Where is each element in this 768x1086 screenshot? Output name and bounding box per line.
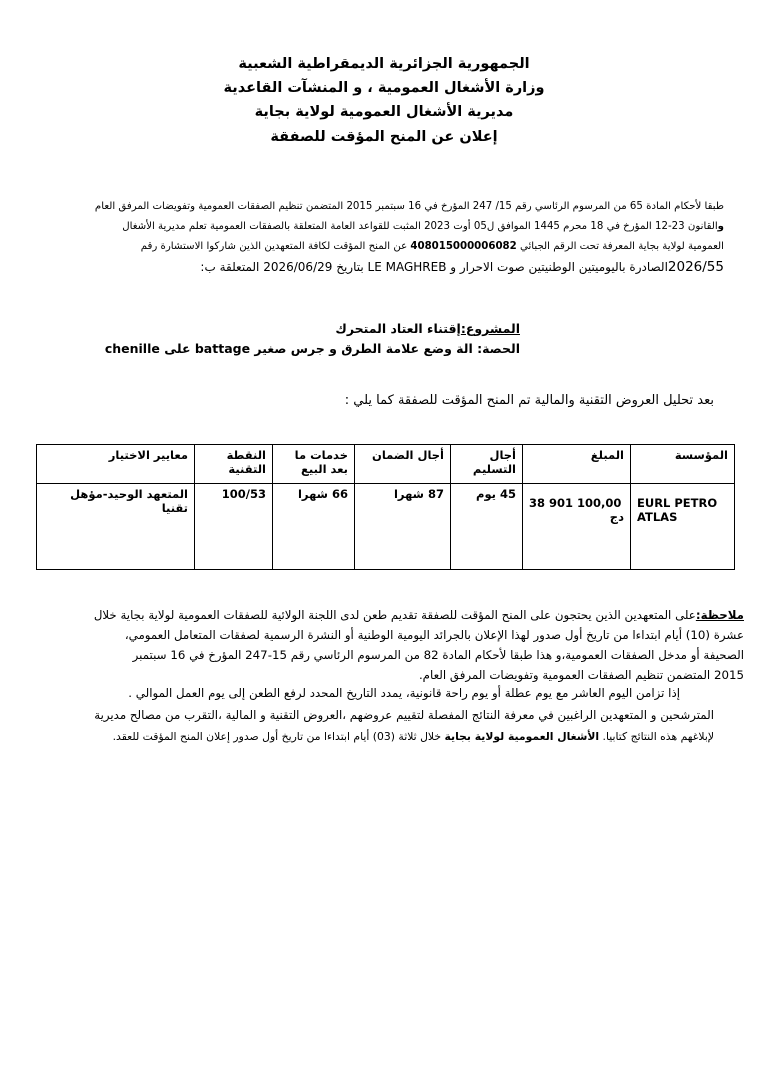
cell-delivery: 45 يوم (451, 484, 523, 570)
header-technical-score: النقطة التقنية (195, 445, 273, 484)
note-line-5: إذا تزامن اليوم العاشر مع يوم عطلة أو يوم راحة قانونية، يمدد التاريخ المحدد لرفع الطعن إلى يوم العمل الموالي . (128, 686, 680, 700)
note-line-6: المترشحين و المتعهدين الراغبين في معرفة النتائج المفصلة لتقييم عروضهم ،العروض التقنية و المالية ،التقرب من مصالح مديرية (94, 708, 714, 722)
intro-line-4 (200, 259, 724, 275)
lot-line (105, 341, 520, 356)
amount-unit: دج (609, 510, 624, 524)
intro-line-3 (141, 241, 724, 252)
intro-line-2 (122, 221, 724, 232)
note-line-2: عشرة (10) أيام ابتداءا من تاريخ أول صدور لهذا الإعلان بالجرائد اليومية الوطنية أو النشرة الرسمية لصفقات المتعامل العمومي، (124, 628, 744, 642)
intro-line-3-after: عن المنح المؤقت لكافة المتعهدين الذين شاركوا الاستشارة رقم (140, 241, 411, 252)
lot-value: الة وضع علامة الطرق و جرس صغير battage على chenille (104, 341, 473, 356)
header-criteria: معايير الاختيار (37, 445, 195, 484)
ministry-title: وزارة الأشغال العمومية ، و المنشآت القاعدية (223, 80, 545, 96)
republic-title: الجمهورية الجزائرية الديمقراطية الشعبية (238, 56, 530, 72)
directorate-title: مديرية الأشغال العمومية لولاية بجاية (254, 104, 514, 120)
intro-line-3-before: العمومية لولاية بجاية المعرفة تحت الرقم الجبائي (516, 241, 724, 252)
consultation-number: 2026/55 (667, 259, 724, 275)
cell-warranty: 87 شهرا (355, 484, 451, 570)
intro-line-2-prefix: و (717, 221, 724, 232)
intro-line-2-text: القانون 23-12 المؤرخ في 18 محرم 1445 الموافق ل05 أوت 2023 المثبت للقواعد العامة المتعلقة بالصفقات العمومية تعلم مديرية الأشغال (122, 221, 718, 232)
note-line-4: 2015 المتضمن تنظيم الصفقات العمومية وتفويضات المرفق العام. (418, 668, 744, 682)
note-line-7: لإبلاغهم هذه النتائج كتابيا. الأشغال العمومية لولاية بجاية خلال ثلاثة (03) أيام ابتداءا من تاريخ أول صدور إعلان المنح المؤقت للعقد. (112, 730, 714, 743)
note-line-1: ملاحظة:على المتعهدين الذين يحتجون على المنح المؤقت للصفقة تقديم طعن لدى اللجنة الولائية للصفقات العمومية لولاية بجاية خلال (93, 608, 744, 622)
announcement-title: إعلان عن المنح المؤقت للصفقة (270, 129, 498, 145)
table-row (37, 484, 735, 570)
project-label: المشروع: (460, 321, 520, 336)
project-line (335, 321, 520, 336)
note-label: ملاحظة: (695, 608, 744, 622)
intro-line-4-text: الصادرة باليوميتين الوطنيتين صوت الاحرار و LE MAGHREB بتاريخ 2026/06/29 المتعلقة ب: (200, 260, 668, 274)
header-amount: المبلغ (523, 445, 631, 484)
header-after-sales: خدمات ما بعد البيع (273, 445, 355, 484)
cell-company: EURL PETRO ATLAS (631, 484, 735, 570)
cell-technical-score: 100/53 (195, 484, 273, 570)
project-value: إقتناء العتاد المتحرك (335, 321, 461, 336)
table-header-row (37, 445, 735, 484)
cell-amount (523, 484, 631, 570)
tax-number: 408015000006082 (410, 241, 517, 252)
analysis-statement: بعد تحليل العروض التقنية والمالية تم المنح المؤقت للصفقة كما يلي : (344, 393, 714, 408)
cell-criteria: المتعهد الوحيد-مؤهل تقنيا (37, 484, 195, 570)
header-delivery: أجال التسليم (451, 445, 523, 484)
note-line-3: الصحيفة أو مدخل الصفقات العمومية،و هذا طبقا لأحكام المادة 82 من المرسوم الرئاسي رقم 15-247 المؤرخ في 16 سبتمبر (132, 648, 744, 662)
intro-line-1: طبقا لأحكام المادة 65 من المرسوم الرئاسي رقم 15/ 247 المؤرخ في 16 سبتمبر 2015 المتضمن تنظيم الصفقات العمومية وتفويضات المرفق العام (94, 201, 724, 212)
directorate-bold: الأشغال العمومية لولاية بجاية (444, 730, 600, 743)
header-company: المؤسسة (631, 445, 735, 484)
results-table (36, 444, 735, 570)
cell-after-sales: 66 شهرا (273, 484, 355, 570)
lot-label: الحصة: (472, 341, 520, 356)
header-warranty: أجال الضمان (355, 445, 451, 484)
amount-value: 38 901 100,00 (529, 496, 622, 510)
